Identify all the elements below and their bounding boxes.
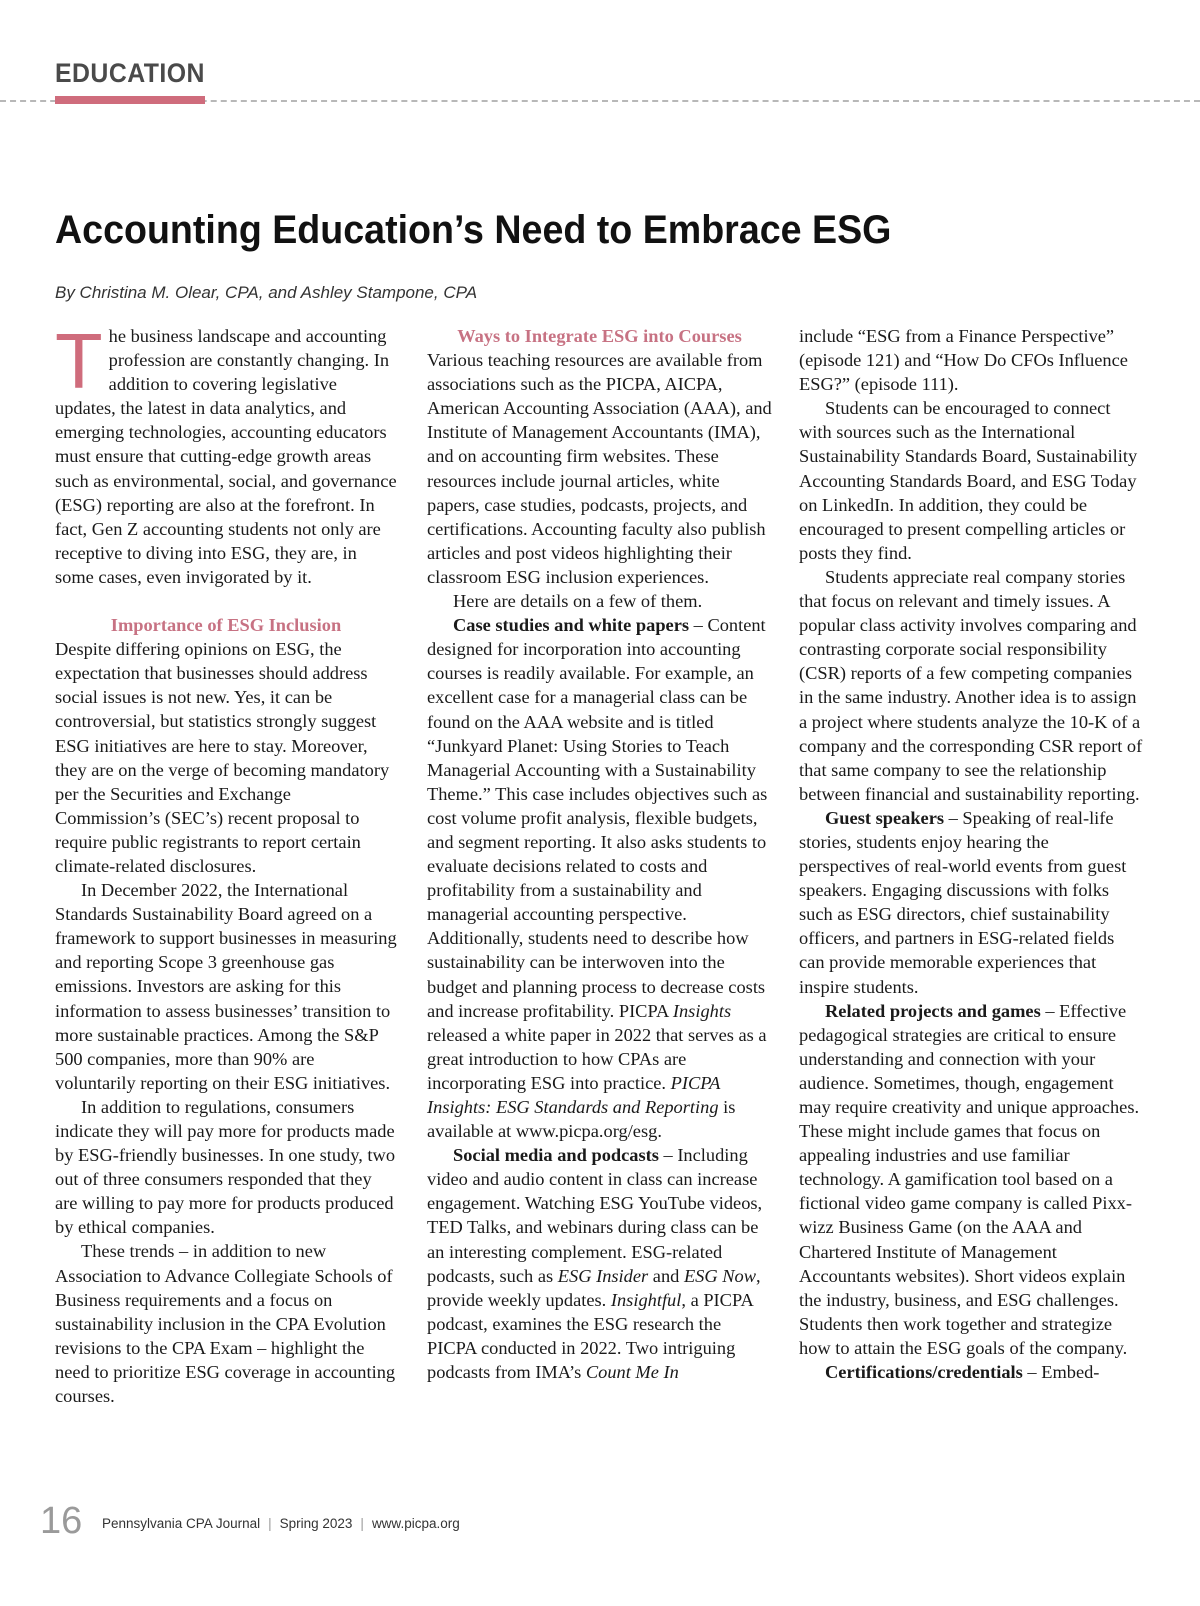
section-label: EDUCATION (55, 58, 205, 88)
run-in-heading: Certifications/credentials (825, 1362, 1023, 1383)
text-run: – Effective pedagogical strategies are critical to ensure understanding and connection with your audience. Sometimes, though, engagement may require creativity and unique approaches. These might include games that focus on appealing industries and use familiar technology. A gamification tool based on a fictional video game company is called Pixx-wizz Business Game (on the AAA and Chartered Institute of Management Accountants websites). Short videos explain the industry, business, and ESG challenges. Students then work together and strategize how to attain the ESG goals of the company. (799, 1000, 1140, 1358)
subheading-importance: Importance of ESG Inclusion (110, 615, 342, 636)
website-link[interactable]: www.picpa.org (371, 1516, 460, 1531)
emphasis: ESG Now (683, 1265, 756, 1286)
paragraph: include “ESG from a Finance Perspective” (episode 121) and “How Do CFOs Influence ESG?” (episode 111). (799, 326, 1128, 395)
paragraph: Various teaching resources are available from associations such as the PICPA, AICPA, American Accounting Association (AAA), and Institute of Management Accountants (IMA), and on accounting firm websites. These resources include journal articles, white papers, case studies, podcasts, projects, and certifications. Accounting faculty also publish articles and post videos highlighting their classroom ESG inclusion experiences. (427, 350, 772, 587)
text-run: released a white paper in 2022 that serves as a great introduction to how CPAs are incorporating ESG into practice. (427, 1024, 767, 1093)
footer-separator: | (268, 1516, 272, 1531)
paragraph: In December 2022, the International Standards Sustainability Board agreed on a framework to support businesses in measuring and reporting Scope 3 greenhouse gas emissions. Investors are asking for this information to assess businesses’ transition to more sustainable practices. Among the S&P 500 companies, more than 90% are voluntarily reporting on their ESG initiatives. (55, 880, 397, 1093)
paragraph: Here are details on a few of them. (453, 591, 703, 612)
paragraph-text: he business landscape and accounting profession are constantly changing. In addition to covering legislative updates, the latest in data analytics, and emerging technologies, accounting educators must ensure that cutting-edge growth areas such as environmental, social, and governance (ESG) reporting are also at the forefront. In fact, Gen Z accounting students not only are receptive to diving into ESG, they are, in some cases, even invigorated by it. (55, 326, 397, 587)
text-run: – Content designed for incorporation into accounting courses is readily available. For example, an excellent case for a managerial class can be found on the AAA website and is titled “Junkyard Planet: Using Stories to Teach Managerial Accounting with a Sustainability Theme.” This case includes objectives such as cost volume profit analysis, flexible budgets, and segment reporting. It also asks students to evaluate decisions related to costs and profitability from a sustainability and managerial accounting perspective. Additionally, students need to describe how sustainability can be interwoven into the budget and planning process to decrease costs and increase profitability. PICPA (427, 615, 768, 1021)
emphasis: Insightful (610, 1289, 682, 1310)
paragraph-guest-speakers (799, 806, 1144, 999)
article-column-1 (55, 317, 397, 1408)
paragraph-certifications (799, 1360, 1144, 1384)
footer-info (102, 1516, 460, 1531)
article-title: Accounting Education’s Need to Embrace ESG (55, 208, 892, 252)
drop-cap: T (55, 317, 103, 405)
run-in-heading: Social media and podcasts (453, 1145, 659, 1166)
emphasis: ESG Insider (557, 1265, 649, 1286)
paragraph-projects-games (799, 999, 1144, 1360)
emphasis: Count Me In (585, 1362, 679, 1383)
paragraph (55, 317, 397, 589)
paragraph-social-media (427, 1143, 772, 1384)
text-run: , provide weekly updates. (427, 1265, 761, 1310)
emphasis: PICPA Insights: ESG Standards and Reporting (427, 1072, 720, 1117)
publication-name: Pennsylvania CPA Journal (102, 1516, 261, 1531)
paragraph: Despite differing opinions on ESG, the expectation that businesses should address social issues is not new. Yes, it can be controversial, but statistics strongly suggest ESG initiatives are here to stay. Moreover, they are on the verge of becoming mandatory per the Securities and Exchange Commission’s (SEC’s) recent proposal to require public registrants to report certain climate-related disclosures. (55, 639, 390, 876)
text-run: and (648, 1265, 684, 1286)
text-run: – Embed- (1022, 1362, 1100, 1383)
paragraph-case-studies (427, 613, 772, 1143)
issue-date: Spring 2023 (279, 1516, 353, 1531)
page-number: 16 (40, 1500, 83, 1542)
article-column-2 (427, 324, 772, 1384)
section-accent-bar (55, 96, 205, 104)
subheading-ways-to-integrate: Ways to Integrate ESG into Courses (457, 326, 742, 346)
text-run: – Including video and audio content in class can increase engagement. Watching ESG YouTube videos, TED Talks, and webinars during class can be an interesting complement. ESG-related podcasts, such as (427, 1145, 763, 1286)
paragraph: Students can be encouraged to connect with sources such as the International Sustainability Standards Board, Sustainability Accounting Standards Board, and ESG Today on LinkedIn. In addition, they could be encouraged to present compelling articles or posts they find. (799, 398, 1138, 563)
paragraph: In addition to regulations, consumers indicate they will pay more for products made by ESG-friendly businesses. In one study, two out of three consumers responded that they are willing to pay more for products produced by ethical companies. (55, 1096, 396, 1238)
run-in-heading: Case studies and white papers (453, 615, 690, 636)
run-in-heading: Guest speakers (825, 807, 945, 828)
emphasis: Insights (672, 1000, 732, 1021)
paragraph: These trends – in addition to new Association to Advance Collegiate Schools of Business requirements and a focus on sustainability inclusion in the CPA Evolution revisions to the CPA Exam – highlight the need to prioritize ESG coverage in accounting courses. (55, 1241, 396, 1407)
article-byline: By Christina M. Olear, CPA, and Ashley Stampone, CPA (55, 283, 478, 302)
text-run: is available at www.picpa.org/esg. (427, 1097, 736, 1142)
article-column-3 (799, 324, 1144, 1384)
text-run: , a PICPA podcast, examines the ESG research the PICPA conducted in 2022. Two intriguing podcasts from IMA’s (427, 1289, 753, 1383)
run-in-heading: Related projects and games (825, 1000, 1041, 1021)
footer-separator: | (360, 1516, 364, 1531)
paragraph: Students appreciate real company stories that focus on relevant and timely issues. A popular class activity involves comparing and contrasting corporate social responsibility (CSR) reports of a few competing companies in the same industry. Another idea is to assign a project where students analyze the 10-K of a company and the corresponding CSR report of that same company to see the relationship between financial and sustainability reporting. (799, 566, 1143, 804)
text-run: – Speaking of real-life stories, students enjoy hearing the perspectives of real-world events from guest speakers. Engaging discussions with folks such as ESG directors, chief sustainability officers, and partners in ESG-related fields can provide memorable experiences that inspire students. (799, 807, 1127, 997)
